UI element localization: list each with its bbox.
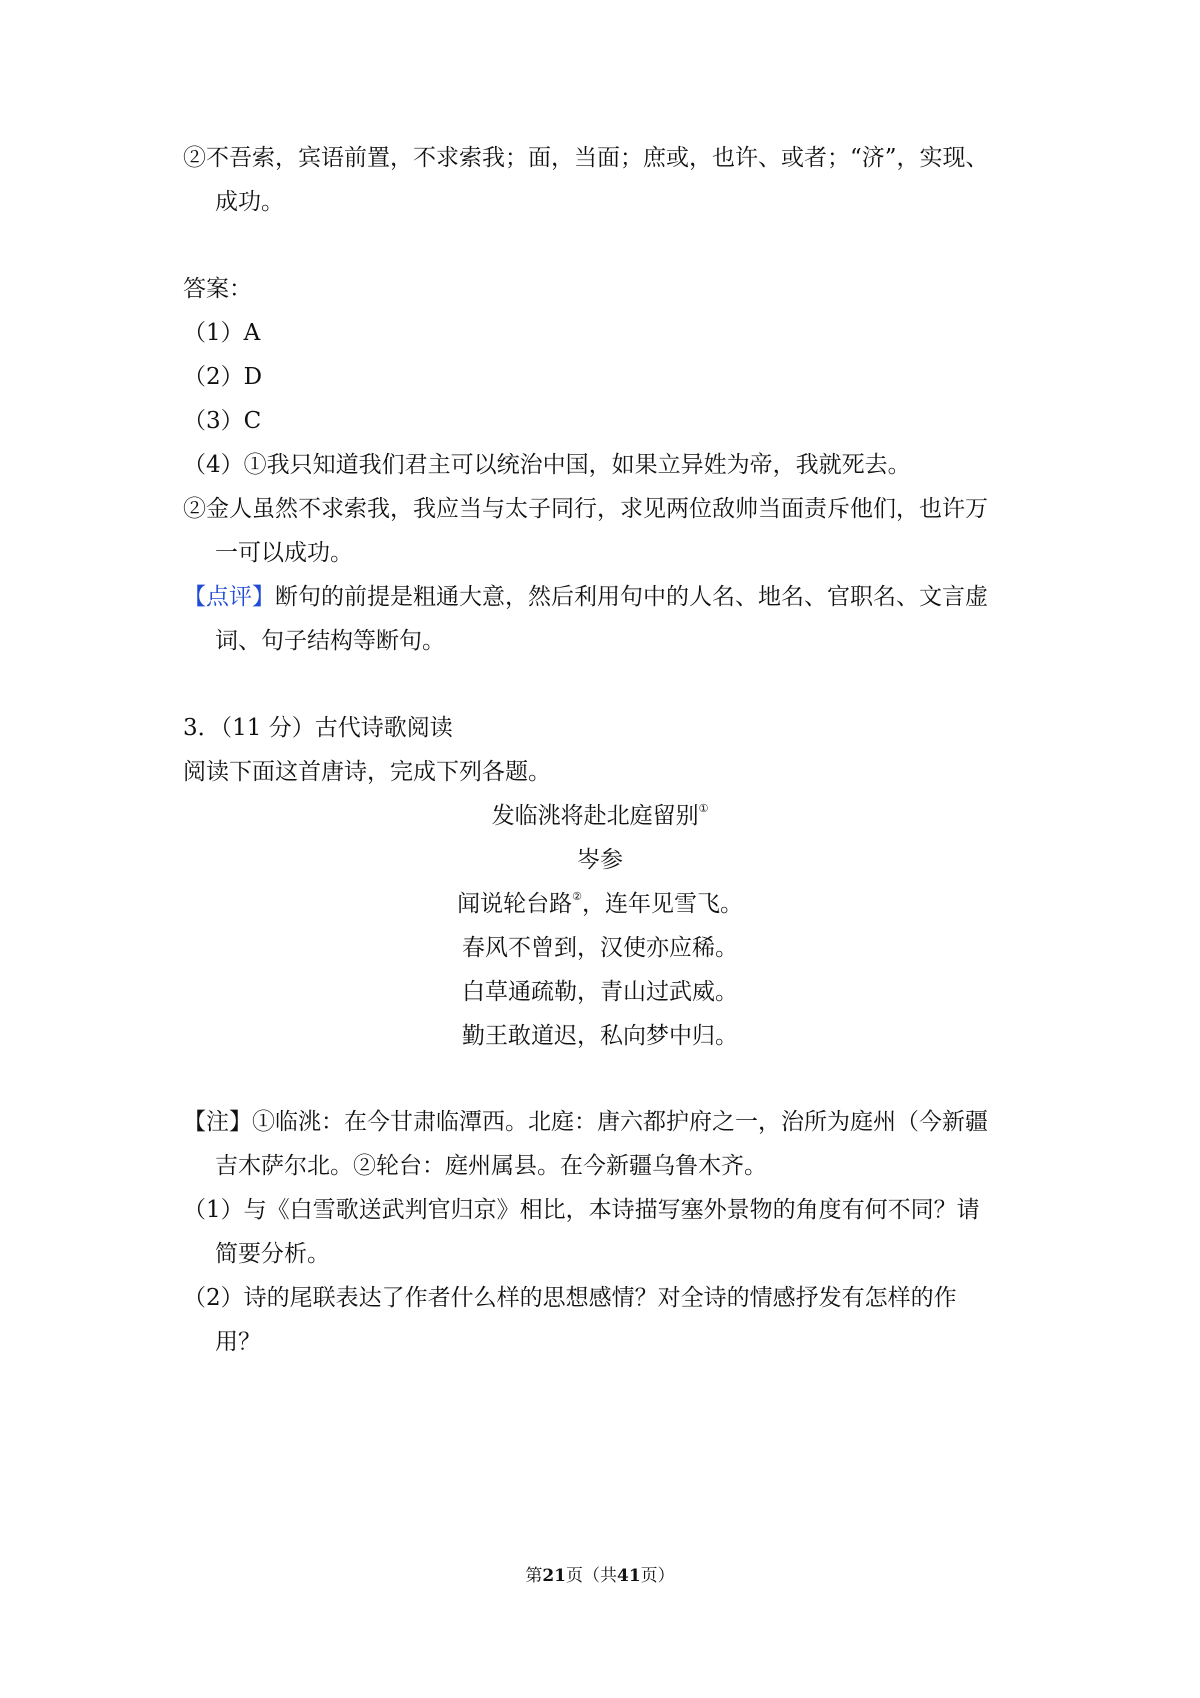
poem-line-1-a: 闻说轮台路 — [457, 891, 573, 917]
poem-title-text: 发临洮将赴北庭留别 — [491, 803, 699, 829]
answer-4-line-3: 一可以成功。 — [215, 540, 353, 566]
footer-page-number: 21 — [542, 1566, 566, 1586]
review-line-1 — [183, 581, 1023, 613]
poem-line-4: 勤王敢道迟，私向梦中归。 — [462, 1023, 738, 1049]
sub-question-2-line-1: （2）诗的尾联表达了作者什么样的思想感情？对全诗的情感抒发有怎样的作 — [183, 1285, 957, 1311]
review-tag: 【点评】 — [183, 584, 275, 610]
answer-2: （2）D — [183, 364, 263, 390]
poem-line-1-b: ，连年见雪飞。 — [581, 891, 743, 917]
review-line-2: 词、句子结构等断句。 — [215, 628, 445, 654]
poem-title — [0, 800, 1200, 832]
prev-note-2-line-2: 成功。 — [215, 189, 284, 215]
sub-question-1-line-2: 简要分析。 — [215, 1241, 330, 1267]
answer-4-line-2: ②金人虽然不求索我，我应当与太子同行，求见两位敌帅当面责斥他们，也许万 — [183, 496, 988, 522]
footer-total-pages: 41 — [617, 1566, 641, 1586]
poem-notes-line-2: 吉木萨尔北。②轮台：庭州属县。在今新疆乌鲁木齐。 — [215, 1153, 767, 1179]
question-3-intro: 阅读下面这首唐诗，完成下列各题。 — [183, 759, 551, 785]
prev-note-2-line-1: ②不吾索，宾语前置，不求索我；面，当面；庶或，也许、或者；“济”，实现、 — [183, 145, 989, 171]
poem-title-footnote-mark: ① — [698, 802, 709, 815]
poem-notes-line-1: 【注】①临洮：在今甘肃临潭西。北庭：唐六都护府之一，治所为庭州（今新疆 — [183, 1109, 988, 1135]
answer-4-line-1: （4）①我只知道我们君主可以统治中国，如果立异姓为帝，我就死去。 — [183, 452, 911, 478]
page-footer — [0, 1565, 1200, 1587]
poem-line-1-footnote-mark: ② — [572, 890, 582, 903]
footer-suffix: 页） — [640, 1566, 675, 1586]
footer-prefix: 第 — [525, 1566, 543, 1586]
answer-1: （1）A — [183, 320, 261, 346]
sub-question-2-line-2: 用？ — [215, 1329, 261, 1355]
review-text-1: 断句的前提是粗通大意，然后利用句中的人名、地名、官职名、文言虚 — [275, 584, 988, 610]
answer-heading: 答案： — [183, 276, 252, 302]
footer-middle: 页（共 — [566, 1566, 617, 1586]
poem-line-2: 春风不曾到，汉使亦应稀。 — [462, 935, 738, 961]
question-3-heading: 3．（11 分）古代诗歌阅读 — [183, 715, 453, 741]
poem-line-3: 白草通疏勒，青山过武威。 — [462, 979, 738, 1005]
poem-author: 岑参 — [577, 847, 623, 873]
sub-question-1-line-1: （1）与《白雪歌送武判官归京》相比，本诗描写塞外景物的角度有何不同？请 — [183, 1197, 980, 1223]
poem-line-1 — [0, 888, 1200, 920]
answer-3: （3）C — [183, 408, 262, 434]
